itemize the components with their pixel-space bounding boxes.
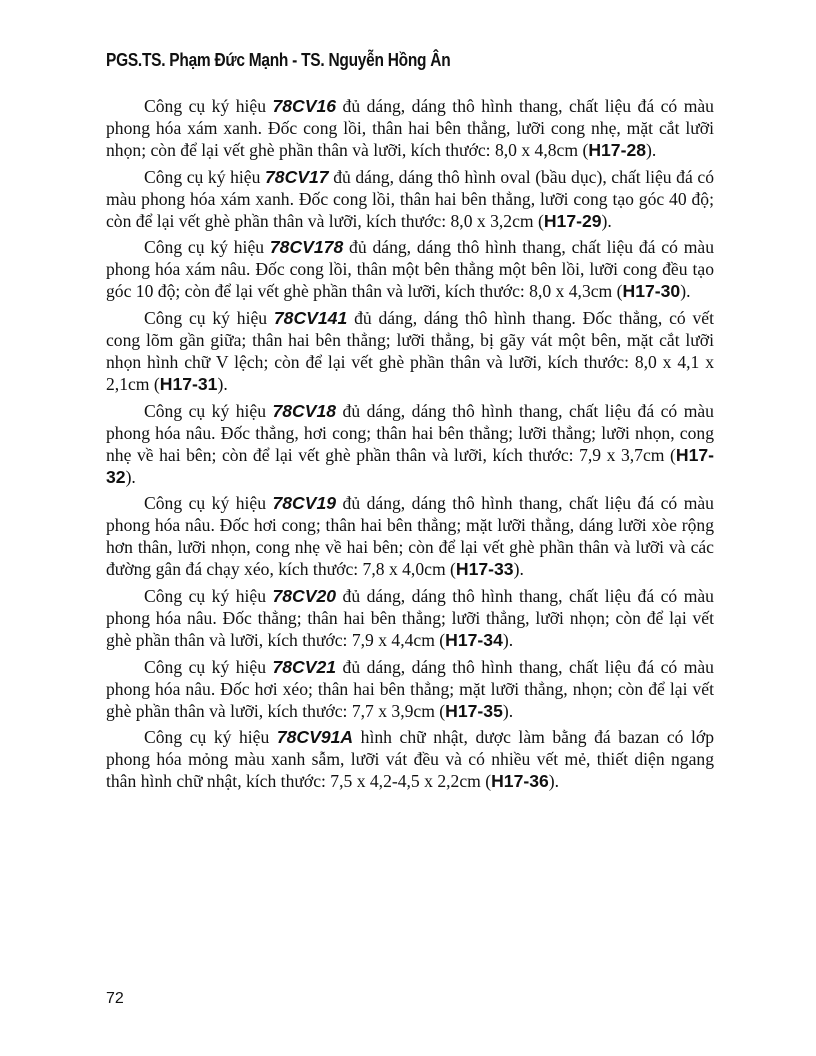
artifact-code: 78CV20	[272, 586, 337, 607]
paragraph: Công cụ ký hiệu 78CV141 đủ dáng, dáng thô hình thang. Đốc thẳng, có vết cong lõm gần giữa; thân hai bên thẳng; lưỡi thẳng, bị gãy vát một bên, mặt cắt lưỡi nhọn hình chữ V lệch; còn để lại vết ghè phần thân và lưỡi, kích thước: 8,0 x 4,1 x 2,1cm (H17-31).	[106, 308, 714, 394]
paragraph: Công cụ ký hiệu 78CV91A hình chữ nhật, dược làm bằng đá bazan có lớp phong hóa mỏng màu xanh sẫm, lưỡi vát đều và có nhiều vết mẻ, thiết diện ngang thân hình chữ nhật, kích thước: 7,5 x 4,2-4,5 x 2,2cm (H17-36).	[106, 727, 714, 792]
paragraph: Công cụ ký hiệu 78CV19 đủ dáng, dáng thô hình thang, chất liệu đá có màu phong hóa nâu. Đốc hơi cong; thân hai bên thẳng; mặt lưỡi thẳng, dáng lưỡi xòe rộng hơn thân, lưỡi nhọn, cong nhẹ về hai bên; còn để lại vết ghè phần thân và lưỡi và các đường gân đá chạy xéo, kích thước: 7,8 x 4,0cm (H17-33).	[106, 493, 714, 580]
figure-ref: H17-29	[543, 210, 602, 231]
running-header: PGS.TS. Phạm Đức Mạnh - TS. Nguyễn Hồng Ân	[106, 50, 451, 70]
paragraph: Công cụ ký hiệu 78CV16 đủ dáng, dáng thô hình thang, chất liệu đá có màu phong hóa xám xanh. Đốc cong lồi, thân hai bên thẳng, lưỡi cong nhẹ, mặt cắt lưỡi nhọn; còn để lại vết ghè phần thân và lưỡi, kích thước: 8,0 x 4,8cm (H17-28).	[106, 96, 714, 160]
artifact-code: 78CV21	[272, 656, 337, 677]
figure-ref: H17-35	[445, 700, 503, 721]
figure-ref: H17-33	[455, 559, 514, 580]
artifact-code: 78CV17	[265, 166, 329, 187]
artifact-code: 78CV178	[269, 237, 344, 258]
paragraph: Công cụ ký hiệu 78CV17 đủ dáng, dáng thô hình oval (bầu dục), chất liệu đá có màu phong hóa xám xanh. Đốc cong lồi, thân hai bên thẳng, lưỡi cong tạo góc 40 độ; còn để lại vết ghè phần thân và lưỡi, kích thước: 8,0 x 3,2cm (H17-29).	[106, 166, 714, 231]
figure-ref: H17-36	[491, 771, 549, 792]
figure-ref: H17-34	[445, 629, 503, 650]
paragraph: Công cụ ký hiệu 78CV18 đủ dáng, dáng thô hình thang, chất liệu đá có màu phong hóa nâu. Đốc thẳng, hơi cong; thân hai bên thẳng; lưỡi thẳng; lưỡi nhọn, cong nhẹ về hai bên; còn để lại vết ghè phần thân và lưỡi, kích thước: 7,9 x 3,7cm (H17-32).	[106, 400, 714, 487]
artifact-code: 78CV141	[273, 308, 348, 329]
artifact-code: 78CV16	[272, 96, 337, 116]
figure-ref: H17-32	[106, 444, 714, 487]
figure-ref: H17-31	[159, 373, 218, 394]
body-text	[106, 96, 714, 798]
paragraph: Công cụ ký hiệu 78CV178 đủ dáng, dáng thô hình thang, chất liệu đá có màu phong hóa xám nâu. Đốc cong lồi, thân một bên thẳng một bên lồi, lưỡi cong đều tạo góc 10 độ; còn để lại vết ghè phần thân và lưỡi, kích thước: 8,0 x 4,3cm (H17-30).	[106, 237, 714, 302]
artifact-code: 78CV91A	[276, 727, 354, 748]
artifact-code: 78CV19	[272, 493, 337, 514]
paragraph: Công cụ ký hiệu 78CV20 đủ dáng, dáng thô hình thang, chất liệu đá có màu phong hóa nâu. Đốc thẳng; thân hai bên thẳng; lưỡi thẳng, lưỡi nhọn; còn để lại vết ghè phần thân và lưỡi, kích thước: 7,9 x 4,4cm (H17-34).	[106, 586, 714, 650]
figure-ref: H17-28	[588, 139, 647, 160]
figure-ref: H17-30	[622, 281, 681, 302]
paragraph: Công cụ ký hiệu 78CV21 đủ dáng, dáng thô hình thang, chất liệu đá có màu phong hóa nâu. Đốc hơi xéo; thân hai bên thẳng; mặt lưỡi thẳng, nhọn; còn để lại vết ghè phần thân và lưỡi, kích thước: 7,7 x 3,9cm (H17-35).	[106, 656, 714, 721]
artifact-code: 78CV18	[272, 400, 337, 421]
page-number: 72	[106, 990, 124, 1007]
